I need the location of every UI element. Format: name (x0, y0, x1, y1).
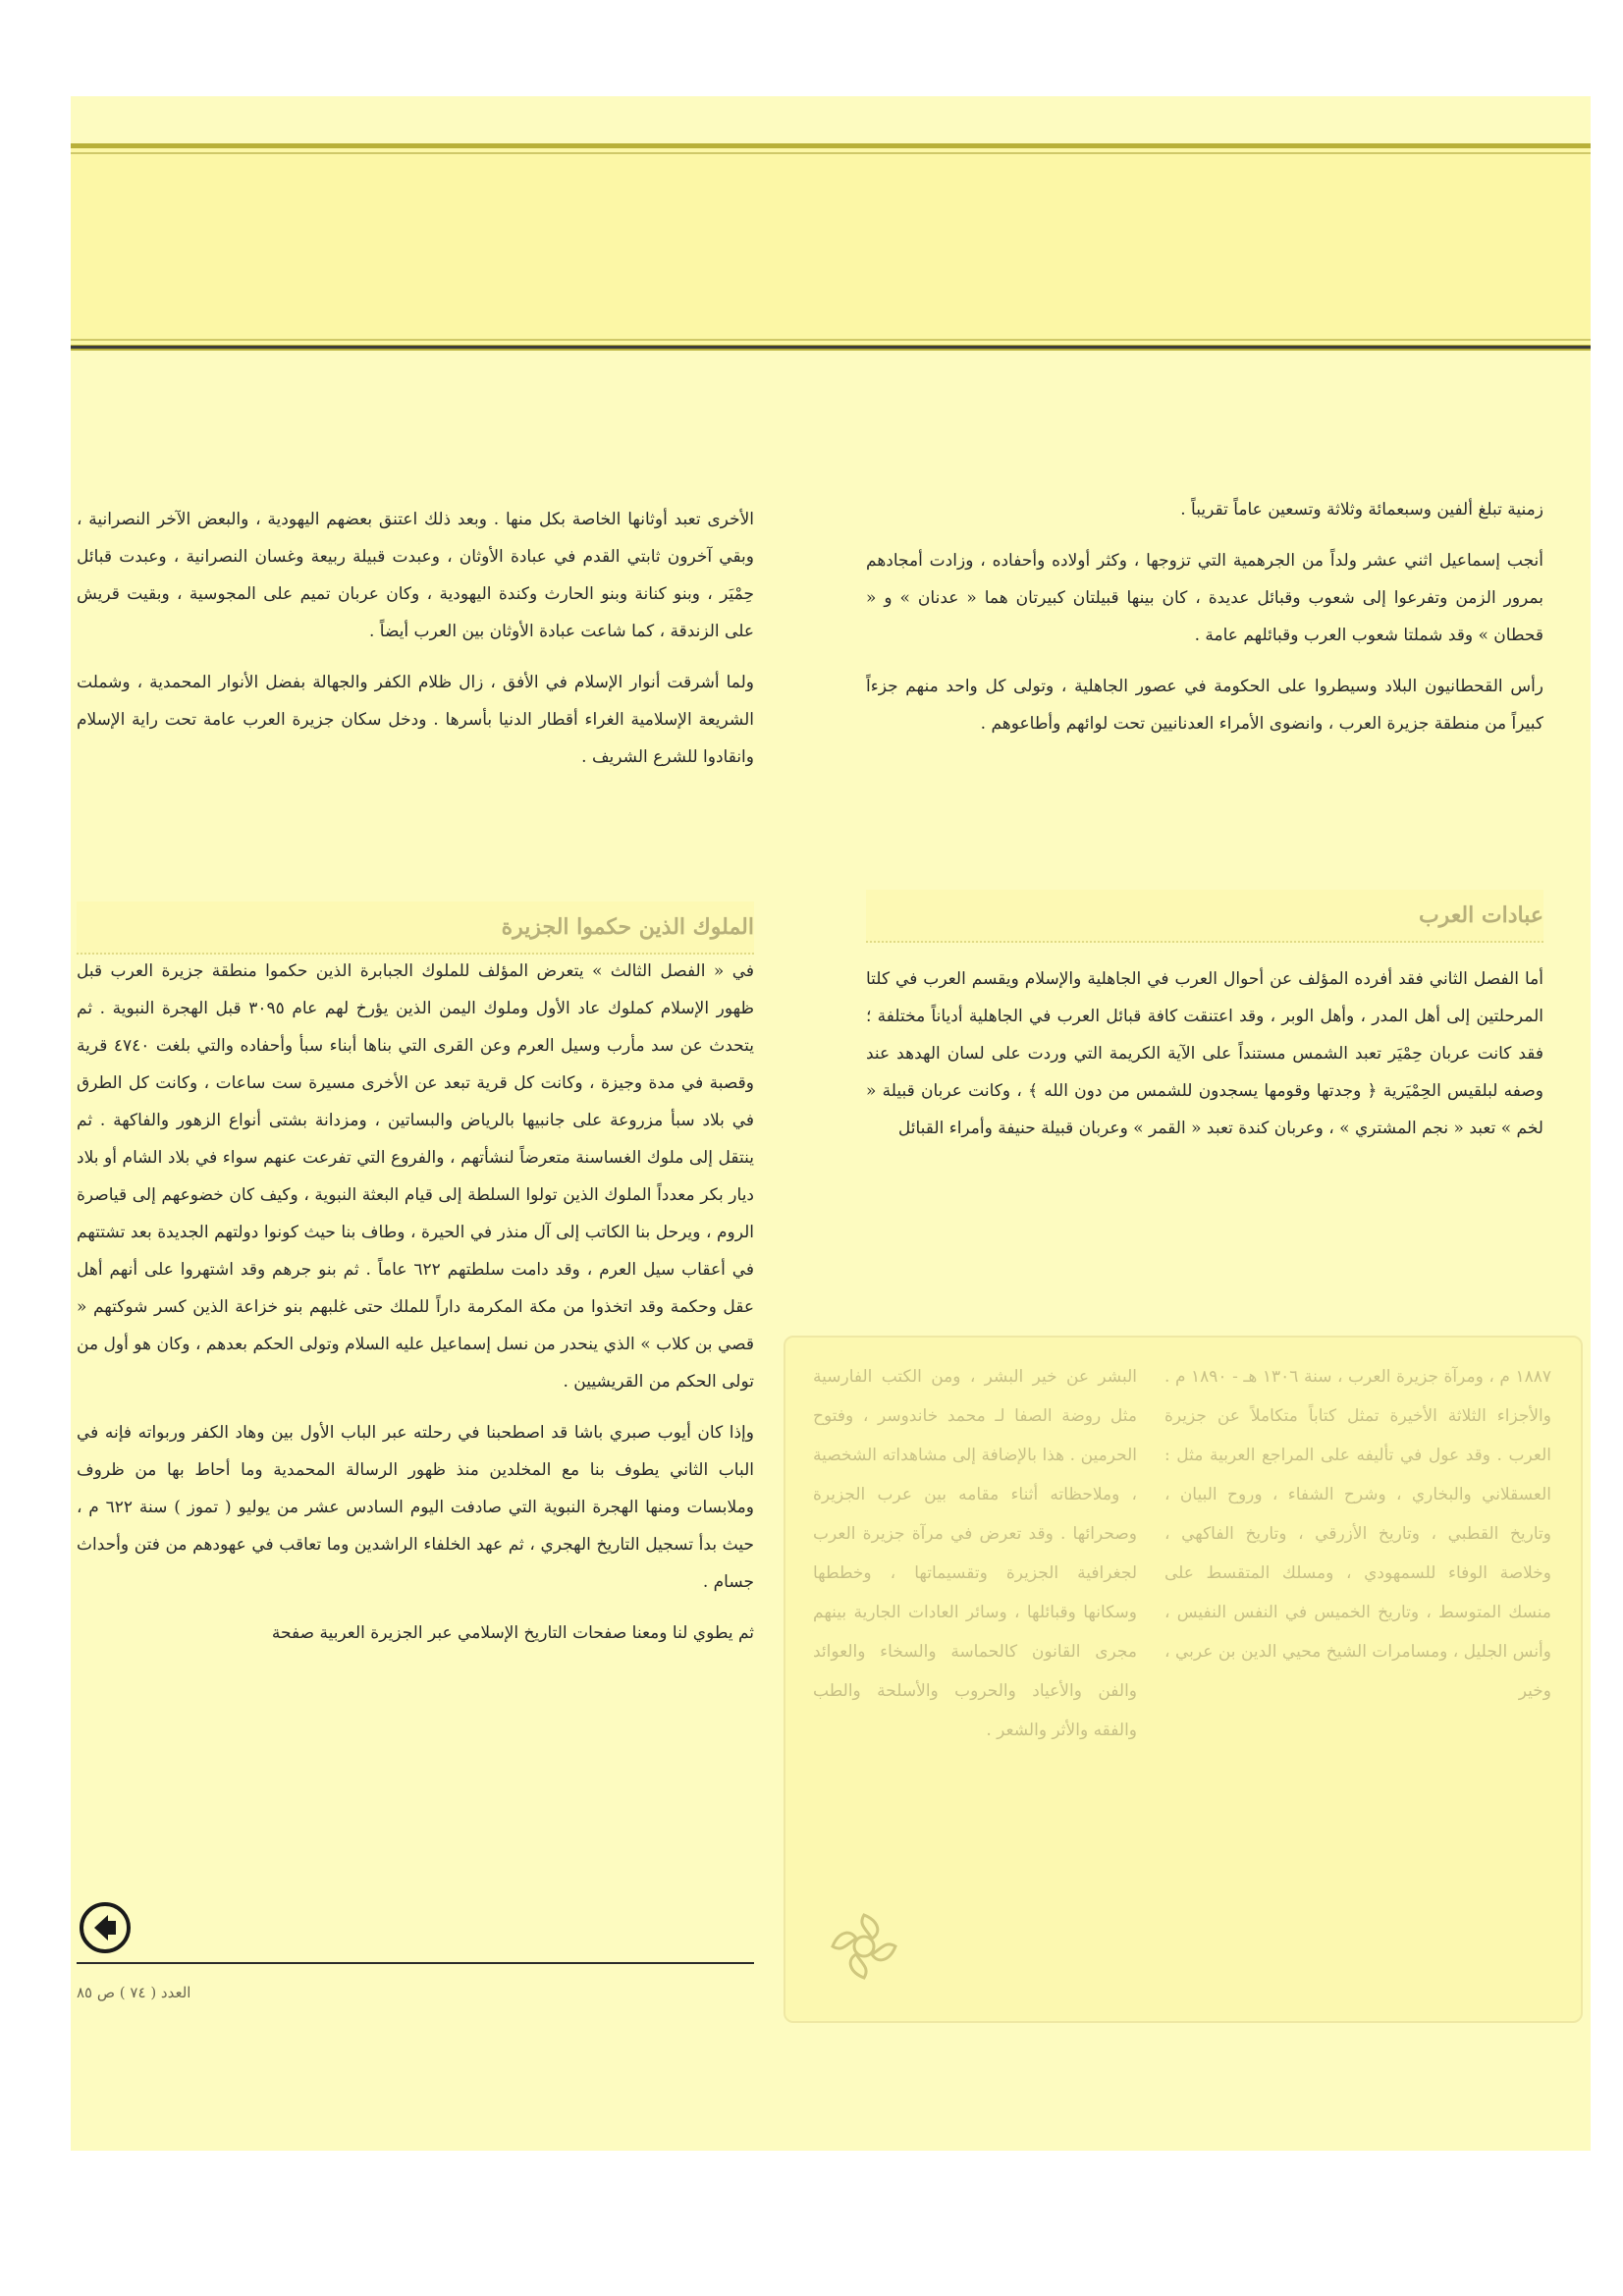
sidebar-right-column (1164, 1357, 1551, 1722)
sidebar-left-column (813, 1357, 1137, 1762)
footer-rule (77, 1962, 754, 1964)
page-marker-icon (79, 1901, 132, 1954)
footer-text: العدد ( ٧٤ ) ص ٨٥ (77, 1984, 191, 2001)
left-paragraph-2: ولما أشرقت أنوار الإسلام في الأفق ، زال ظلام الكفر والجهالة بفضل الأنوار المحمدية ، وشملت الشريعة الإسلامية الغراء أقطار الدنيا بأسرها . ودخل سكان جزيرة العرب عامة تحت راية الإسلام وانقادوا للشرع الشريف . (77, 673, 754, 767)
right-paragraph-2: أنجب إسماعيل اثني عشر ولداً من الجرهمية التي تزوجها ، وكثر أولاده وأحفاده ، وزادت أمجادهم بمرور الزمن وتفرعوا إلى شعوب وقبائل عديدة ، كان بينها قبيلتان كبيرتان هما « عدنان » و « قحطان » وقد شملتا شعوب العرب وقبائلهم عامة . (866, 551, 1543, 645)
section-heading-arab-worship: عبادات العرب (866, 890, 1543, 943)
page-footer (77, 1984, 190, 2001)
left-section-paragraph-1: في « الفصل الثالث » يتعرض المؤلف للملوك الجبابرة الذين حكموا منطقة جزيرة العرب قبل ظهور الإسلام كملوك عاد الأول وملوك اليمن الذين يؤرخ لهم عام ٣٠٩٥ قبل الهجرة النبوية . ثم يتحدث عن سد مأرب وسيل العرم وعن القرى التي بناها أبناء سبأ وأحفاده والتي بلغت ٤٧٤٠ قرية وقصبة في مدة وجيزة ، وكانت كل قرية تبعد عن الأخرى مسيرة ست ساعات ، وكانت كل الطرق في بلاد سبأ مزروعة على جانبيها بالرياض والبساتين ، ومزدانة بشتى أنواع الزهور والفاكهة . ثم ينتقل إلى ملوك الغساسنة متعرضاً لنشأتهم ، والفروع التي تفرعت عنهم سواء في بلاد الشام أو بلاد ديار بكر معدداً الملوك الذين تولوا السلطة إلى قيام البعثة النبوية ، وكيف كان خضوعهم إلى قياصرة الروم ، ويرحل بنا الكاتب إلى آل منذر في الحيرة ، وطاف بنا حيث كونوا دولتهم الجديدة بعد تشتتهم في أعقاب سيل العرم ، وقد دامت سلطتهم ٦٢٢ عاماً . ثم بنو جرهم وقد اشتهروا على أنهم أهل عقل وحكمة وقد اتخذوا من مكة المكرمة داراً للملك حتى غلبهم بنو خزاعة الذين كسر شوكتهم « قصي بن كلاب » الذي ينحدر من نسل إسماعيل عليه السلام وتولى الحكم بعدهم ، وكان هو أول من تولى الحكم من القريشيين . (77, 961, 755, 1392)
section-heading-kings: الملوك الذين حكموا الجزيرة (77, 902, 754, 955)
decorative-emblem-icon (825, 1907, 903, 1986)
left-column-top (77, 501, 754, 790)
right-section-body (866, 960, 1543, 1161)
sidebar-right-text: ١٨٨٧ م ، ومرآة جزيرة العرب ، سنة ١٣٠٦ هـ - ١٨٩٠ م . والأجزاء الثلاثة الأخيرة تمثل كتاباً متكاملاً عن جزيرة العرب . وقد عول في تأليفه على المراجع العربية مثل : العسقلاني والبخاري ، وشرح الشفاء ، وروح البيان ، وتاريخ القطبي ، وتاريخ الأزرقي ، وتاريخ الفاكهي ، وخلاصة الوفاء للسمهودي ، ومسلك المتقسط على منسك المتوسط ، وتاريخ الخميس في النفس النفيس ، وأنس الجليل ، ومسامرات الشيخ محيي الدين بن عربي ، وخير (1164, 1367, 1552, 1701)
header-band-rule (71, 346, 1591, 349)
right-paragraph-3: رأس القحطانيون البلاد وسيطروا على الحكومة في عصور الجاهلية ، وتولى كل واحد منهم جزءاً كبيراً من منطقة جزيرة العرب ، وانضوى الأمراء العدنانيين تحت لوائهم وأطاعوهم . (866, 677, 1543, 734)
left-section-paragraph-2: وإذا كان أيوب صبري باشا قد اصطحبنا في رحلته عبر الباب الأول بين وهاد الكفر وربواته فإنه في الباب الثاني يطوف بنا مع المخلدين منذ ظهور الرسالة المحمدية وما أحاط بها من ظروف وملابسات ومنها الهجرة النبوية التي صادفت اليوم السادس عشر من يوليو ( تموز ) سنة ٦٢٢ م ، حيث بدأ تسجيل التاريخ الهجري ، ثم عهد الخلفاء الراشدين وما تعاقب في عهودهم من فتن وأحداث جسام . (77, 1423, 754, 1592)
right-column (866, 491, 1543, 756)
left-section-paragraph-3: ثم يطوي لنا ومعنا صفحات التاريخ الإسلامي عبر الجزيرة العربية صفحة (271, 1623, 754, 1643)
sidebar-left-text: البشر عن خير البشر ، ومن الكتب الفارسية مثل روضة الصفا لـ محمد خاندوسر ، وفتوح الحرمين . هذا بالإضافة إلى مشاهداته الشخصية ، وملاحظاته أثناء مقامه بين عرب الجزيرة وصحرائها . وقد تعرض في مرآة جزيرة العرب لجغرافية الجزيرة وتقسيماتها ، وخططها وسكانها وقبائلها ، وسائر العادات الجارية بينهم مجرى القانون كالحماسة والسخاء والعوائد والفن والأعياد والحروب والأسلحة والطب والفقه والأثر والشعر . (813, 1367, 1137, 1740)
left-paragraph-1: الأخرى تعبد أوثانها الخاصة بكل منها . وبعد ذلك اعتنق بعضهم اليهودية ، والبعض الآخر النصرانية ، وبقي آخرون ثابتي القدم في عبادة الأوثان ، وعبدت قبيلة ربيعة وغسان النصرانية ، وعبدت قبائل حِمْيَر ، وبنو كنانة وبنو الحارث وكندة اليهودية ، وكان عربان تميم على المجوسية ، وبقيت قريش على الزندقة ، كما شاعت عبادة الأوثان بين العرب أيضاً . (77, 510, 754, 641)
sidebar-box (784, 1336, 1583, 2023)
right-section-paragraph: أما الفصل الثاني فقد أفرده المؤلف عن أحوال العرب في الجاهلية والإسلام ويقسم العرب في كلتا المرحلتين إلى أهل المدر ، وأهل الوبر ، وقد اعتنقت كافة قبائل العرب في الجاهلية أدياناً مختلفة ؛ فقد كانت عربان حِمْيَر تعبد الشمس مستنداً على الآية الكريمة التي وردت على لسان الهدهد عند وصفه لبلقيس الحِمْيَرية ﴿ وجدتها وقومها يسجدون للشمس من دون الله ﴾ ، وكانت عربان قبيلة « لخم » تعبد « نجم المشتري » ، وعربان كندة تعبد « القمر » وعربان قبيلة حنيفة وأمراء القبائل (866, 969, 1543, 1138)
right-paragraph-1: زمنية تبلغ ألفين وسبعمائة وثلاثة وتسعين عاماً تقريباً . (1180, 500, 1543, 519)
header-band (71, 143, 1591, 351)
left-column-bottom (77, 953, 754, 1666)
magazine-page (71, 96, 1591, 2151)
